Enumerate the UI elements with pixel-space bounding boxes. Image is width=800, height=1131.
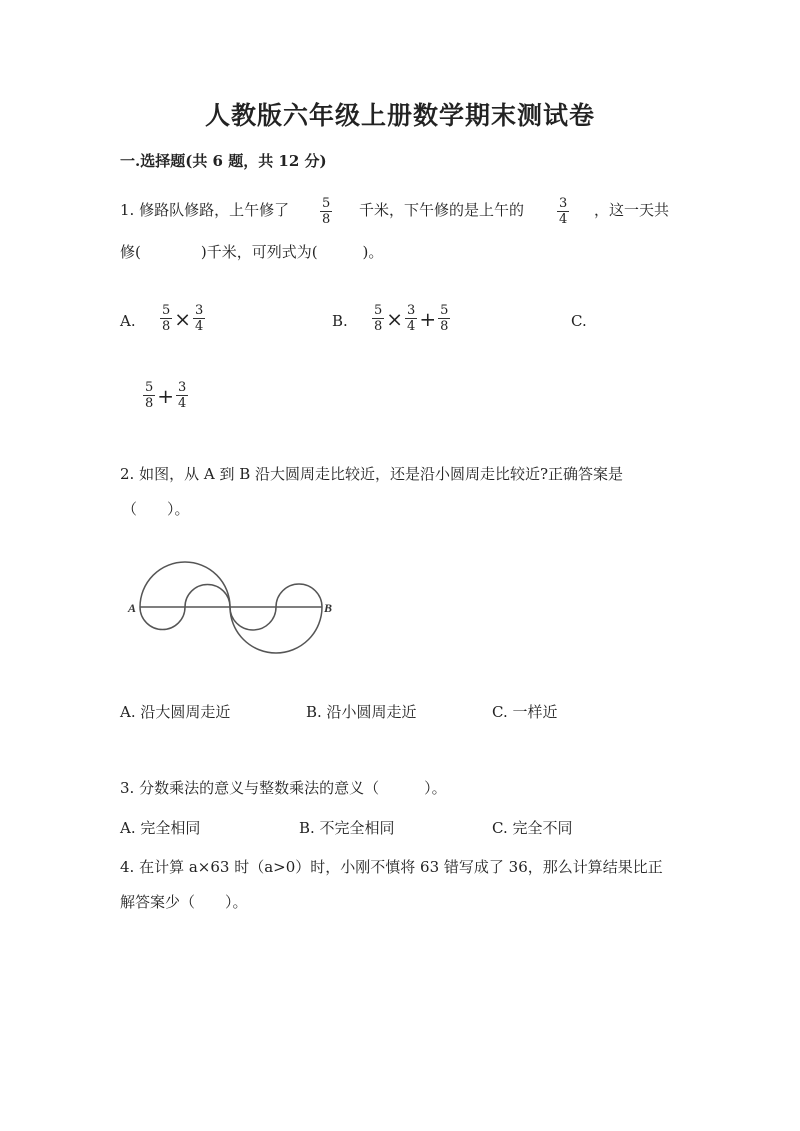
fraction-numerator: 3 — [178, 380, 187, 395]
fraction-numerator: 3 — [195, 303, 204, 318]
q1-option-c-label: C. — [571, 312, 587, 330]
q3-option-b: B. 不完全相同 — [299, 819, 395, 837]
circle-paths-figure — [122, 552, 352, 662]
q2-text-line1: 2. 如图，从 A 到 B 沿大圆周走比较近，还是沿小圆周走比较近?正确答案是 — [120, 465, 624, 483]
fraction — [160, 303, 172, 334]
fraction — [372, 303, 384, 334]
fraction-numerator: 5 — [374, 303, 383, 318]
large-circle-upper-arc — [140, 562, 230, 607]
page-title: 人教版六年级上册数学期末测试卷 — [204, 101, 595, 130]
q4-text-line1: 4. 在计算 a×63 时（a>0）时，小刚不慎将 63 错写成了 36，那么计算结果比正 — [120, 858, 663, 876]
fraction-numerator: 5 — [440, 303, 449, 318]
q2-text-line2: （ ）。 — [122, 500, 190, 518]
plus-operator: + — [157, 383, 175, 408]
small-circle-arc-4 — [276, 584, 322, 607]
q1-text-part-b: 千米，下午修的是上午的 — [359, 201, 525, 219]
q2-option-a: A. 沿大圆周走近 — [120, 703, 231, 721]
point-a-label: A — [128, 601, 137, 615]
fraction-denominator: 8 — [322, 212, 331, 227]
q3-option-a: A. 完全相同 — [120, 819, 201, 837]
q4-text-line2: 解答案少（ ）。 — [120, 893, 248, 911]
fraction — [176, 380, 188, 411]
q2-option-c: C. 一样近 — [492, 703, 558, 721]
fraction — [438, 303, 450, 334]
fraction-numerator: 5 — [322, 196, 331, 211]
fraction — [143, 380, 155, 411]
fraction-denominator: 4 — [195, 319, 204, 334]
fraction-denominator: 8 — [374, 319, 383, 334]
fraction-numerator: 3 — [407, 303, 416, 318]
q1-option-b-label: B. — [332, 312, 348, 330]
q1-fraction-b — [557, 196, 569, 227]
q1-text-line2: 修( )千米，可列式为( )。 — [120, 243, 384, 261]
times-operator: × — [386, 306, 404, 331]
fraction-denominator: 8 — [162, 319, 171, 334]
fraction — [193, 303, 205, 334]
q3-option-c: C. 完全不同 — [492, 819, 573, 837]
q1-option-c-expression — [143, 380, 188, 411]
fraction — [405, 303, 417, 334]
small-circle-arc-2 — [185, 585, 230, 608]
q2-option-b: B. 沿小圆周走近 — [306, 703, 417, 721]
q1-option-b-expression — [372, 303, 450, 334]
q1-option-a-label: A. — [120, 312, 136, 330]
q1-text-part-a: 1. 修路队修路，上午修了 — [120, 201, 290, 219]
fraction-denominator: 4 — [559, 212, 568, 227]
large-circle-lower-arc — [230, 607, 322, 653]
small-circle-arc-3 — [230, 607, 276, 630]
section-heading: 一.选择题(共 6 题，共 12 分) — [120, 152, 327, 170]
fraction-denominator: 8 — [145, 396, 154, 411]
q3-text: 3. 分数乘法的意义与整数乘法的意义（ ）。 — [120, 779, 447, 797]
fraction-denominator: 8 — [440, 319, 449, 334]
q1-fraction-a — [320, 196, 332, 227]
fraction-denominator: 4 — [407, 319, 416, 334]
q1-option-a-expression — [160, 303, 205, 334]
fraction-numerator: 5 — [162, 303, 171, 318]
fraction-denominator: 4 — [178, 396, 187, 411]
point-b-label: B — [324, 601, 333, 615]
fraction-numerator: 5 — [145, 380, 154, 395]
plus-operator: + — [419, 306, 437, 331]
fraction-numerator: 3 — [559, 196, 568, 211]
q1-text-part-c: ，这一天共 — [594, 201, 670, 219]
small-circle-arc-1 — [140, 607, 185, 630]
times-operator: × — [174, 306, 192, 331]
